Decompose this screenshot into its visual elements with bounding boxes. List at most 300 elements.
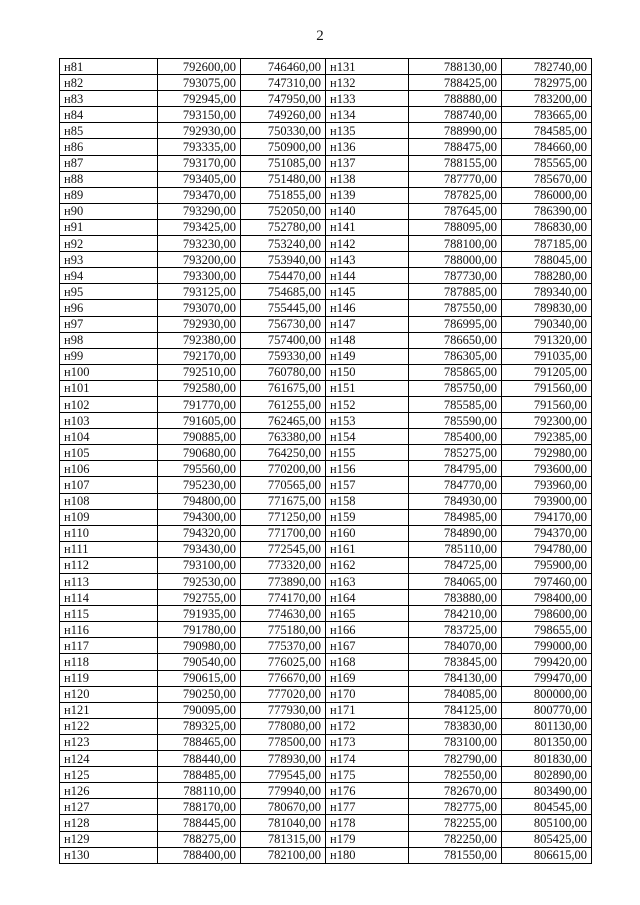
table-row [60,316,592,332]
y-coord-left: 772545,00 [241,541,326,557]
point-id-left: н125 [60,767,158,783]
x-coord-left: 793470,00 [158,187,241,203]
x-coord-left: 793200,00 [158,252,241,268]
table-row [60,91,592,107]
x-coord-left: 793405,00 [158,171,241,187]
point-id-right: н156 [326,461,409,477]
point-id-left: н127 [60,799,158,815]
coordinates-table [59,58,592,864]
point-id-left: н99 [60,348,158,364]
table-row [60,574,592,590]
point-id-left: н81 [60,59,158,75]
y-coord-right: 805100,00 [502,815,592,831]
point-id-right: н170 [326,686,409,702]
x-coord-left: 792170,00 [158,348,241,364]
table-row [60,734,592,750]
point-id-right: н166 [326,622,409,638]
point-id-left: н126 [60,783,158,799]
table-row [60,799,592,815]
point-id-right: н152 [326,396,409,412]
point-id-left: н117 [60,638,158,654]
y-coord-right: 788045,00 [502,252,592,268]
x-coord-left: 792930,00 [158,123,241,139]
x-coord-left: 793075,00 [158,75,241,91]
x-coord-right: 785585,00 [409,396,502,412]
table-row [60,557,592,573]
x-coord-left: 788445,00 [158,815,241,831]
y-coord-right: 802890,00 [502,767,592,783]
y-coord-right: 794170,00 [502,509,592,525]
y-coord-left: 777020,00 [241,686,326,702]
y-coord-right: 801350,00 [502,734,592,750]
y-coord-left: 770565,00 [241,477,326,493]
point-id-left: н101 [60,380,158,396]
table-row [60,364,592,380]
point-id-right: н148 [326,332,409,348]
y-coord-right: 795900,00 [502,557,592,573]
x-coord-right: 785865,00 [409,364,502,380]
table-row [60,767,592,783]
x-coord-left: 791780,00 [158,622,241,638]
point-id-right: н163 [326,574,409,590]
y-coord-right: 789340,00 [502,284,592,300]
table-row [60,107,592,123]
point-id-right: н175 [326,767,409,783]
x-coord-left: 790885,00 [158,429,241,445]
y-coord-left: 777930,00 [241,702,326,718]
point-id-left: н84 [60,107,158,123]
point-id-left: н118 [60,654,158,670]
y-coord-left: 751855,00 [241,187,326,203]
point-id-right: н171 [326,702,409,718]
table-row [60,380,592,396]
x-coord-left: 792380,00 [158,332,241,348]
point-id-left: н83 [60,91,158,107]
table-row [60,751,592,767]
y-coord-right: 792980,00 [502,445,592,461]
y-coord-left: 778500,00 [241,734,326,750]
table-row [60,638,592,654]
table-row [60,396,592,412]
y-coord-right: 799000,00 [502,638,592,654]
point-id-left: н121 [60,702,158,718]
y-coord-right: 785670,00 [502,171,592,187]
x-coord-right: 785400,00 [409,429,502,445]
y-coord-left: 754685,00 [241,284,326,300]
x-coord-left: 794300,00 [158,509,241,525]
x-coord-right: 788155,00 [409,155,502,171]
point-id-right: н174 [326,751,409,767]
point-id-left: н107 [60,477,158,493]
y-coord-left: 764250,00 [241,445,326,461]
point-id-right: н131 [326,59,409,75]
point-id-right: н160 [326,525,409,541]
y-coord-right: 803490,00 [502,783,592,799]
point-id-right: н147 [326,316,409,332]
table-row [60,590,592,606]
y-coord-left: 752050,00 [241,203,326,219]
x-coord-right: 787730,00 [409,268,502,284]
x-coord-right: 783725,00 [409,622,502,638]
x-coord-left: 792510,00 [158,364,241,380]
y-coord-right: 799420,00 [502,654,592,670]
point-id-left: н82 [60,75,158,91]
x-coord-left: 793070,00 [158,300,241,316]
x-coord-right: 782790,00 [409,751,502,767]
point-id-left: н94 [60,268,158,284]
x-coord-right: 783845,00 [409,654,502,670]
point-id-right: н167 [326,638,409,654]
table-row [60,75,592,91]
x-coord-right: 781550,00 [409,847,502,863]
page-number: 2 [316,28,324,44]
point-id-left: н92 [60,236,158,252]
y-coord-right: 800000,00 [502,686,592,702]
x-coord-left: 790250,00 [158,686,241,702]
point-id-left: н112 [60,557,158,573]
x-coord-left: 790095,00 [158,702,241,718]
point-id-left: н106 [60,461,158,477]
y-coord-right: 787185,00 [502,236,592,252]
y-coord-left: 773320,00 [241,557,326,573]
y-coord-right: 791560,00 [502,380,592,396]
x-coord-left: 788110,00 [158,783,241,799]
point-id-left: н120 [60,686,158,702]
table-row [60,847,592,863]
y-coord-left: 774170,00 [241,590,326,606]
point-id-right: н162 [326,557,409,573]
y-coord-right: 793900,00 [502,493,592,509]
point-id-right: н150 [326,364,409,380]
x-coord-left: 792580,00 [158,380,241,396]
point-id-right: н154 [326,429,409,445]
x-coord-right: 788880,00 [409,91,502,107]
table-row [60,203,592,219]
y-coord-left: 771675,00 [241,493,326,509]
table-row [60,445,592,461]
x-coord-left: 794320,00 [158,525,241,541]
table-row [60,139,592,155]
x-coord-left: 792600,00 [158,59,241,75]
y-coord-left: 751085,00 [241,155,326,171]
x-coord-left: 790680,00 [158,445,241,461]
x-coord-left: 788485,00 [158,767,241,783]
y-coord-left: 775370,00 [241,638,326,654]
x-coord-left: 788465,00 [158,734,241,750]
y-coord-left: 775180,00 [241,622,326,638]
y-coord-right: 785565,00 [502,155,592,171]
y-coord-left: 770200,00 [241,461,326,477]
y-coord-right: 790340,00 [502,316,592,332]
point-id-left: н124 [60,751,158,767]
y-coord-left: 747310,00 [241,75,326,91]
point-id-left: н89 [60,187,158,203]
x-coord-left: 792930,00 [158,316,241,332]
point-id-right: н178 [326,815,409,831]
table-row [60,219,592,235]
y-coord-right: 794780,00 [502,541,592,557]
y-coord-left: 773890,00 [241,574,326,590]
table-row [60,686,592,702]
y-coord-right: 782740,00 [502,59,592,75]
point-id-left: н95 [60,284,158,300]
x-coord-right: 788990,00 [409,123,502,139]
x-coord-left: 790615,00 [158,670,241,686]
table-row [60,348,592,364]
point-id-left: н97 [60,316,158,332]
point-id-right: н180 [326,847,409,863]
x-coord-right: 787885,00 [409,284,502,300]
point-id-left: н130 [60,847,158,863]
y-coord-left: 779545,00 [241,767,326,783]
point-id-right: н138 [326,171,409,187]
y-coord-left: 752780,00 [241,219,326,235]
x-coord-left: 788170,00 [158,799,241,815]
table-row [60,541,592,557]
x-coord-right: 786305,00 [409,348,502,364]
x-coord-right: 788095,00 [409,219,502,235]
point-id-left: н128 [60,815,158,831]
x-coord-right: 788740,00 [409,107,502,123]
y-coord-left: 751480,00 [241,171,326,187]
point-id-right: н159 [326,509,409,525]
x-coord-right: 782670,00 [409,783,502,799]
point-id-left: н114 [60,590,158,606]
y-coord-right: 784585,00 [502,123,592,139]
point-id-left: н100 [60,364,158,380]
point-id-right: н161 [326,541,409,557]
x-coord-right: 784725,00 [409,557,502,573]
y-coord-right: 788280,00 [502,268,592,284]
y-coord-left: 749260,00 [241,107,326,123]
table-row [60,783,592,799]
y-coord-left: 755445,00 [241,300,326,316]
point-id-right: н134 [326,107,409,123]
y-coord-left: 746460,00 [241,59,326,75]
x-coord-right: 784770,00 [409,477,502,493]
point-id-right: н151 [326,380,409,396]
table-row [60,236,592,252]
x-coord-right: 784125,00 [409,702,502,718]
y-coord-right: 786390,00 [502,203,592,219]
table-row [60,268,592,284]
y-coord-right: 783665,00 [502,107,592,123]
point-id-left: н111 [60,541,158,557]
point-id-left: н115 [60,606,158,622]
point-id-left: н85 [60,123,158,139]
point-id-left: н129 [60,831,158,847]
y-coord-right: 805425,00 [502,831,592,847]
x-coord-left: 792530,00 [158,574,241,590]
x-coord-left: 793230,00 [158,236,241,252]
x-coord-right: 786995,00 [409,316,502,332]
x-coord-left: 795230,00 [158,477,241,493]
point-id-right: н135 [326,123,409,139]
x-coord-right: 783880,00 [409,590,502,606]
point-id-left: н86 [60,139,158,155]
x-coord-right: 784210,00 [409,606,502,622]
y-coord-right: 794370,00 [502,525,592,541]
x-coord-right: 782250,00 [409,831,502,847]
point-id-left: н93 [60,252,158,268]
y-coord-right: 784660,00 [502,139,592,155]
x-coord-left: 793335,00 [158,139,241,155]
point-id-left: н102 [60,396,158,412]
coordinates-table-body [60,59,592,864]
point-id-right: н133 [326,91,409,107]
point-id-right: н169 [326,670,409,686]
y-coord-left: 750330,00 [241,123,326,139]
table-row [60,413,592,429]
point-id-right: н173 [326,734,409,750]
x-coord-right: 784795,00 [409,461,502,477]
y-coord-left: 781040,00 [241,815,326,831]
y-coord-left: 779940,00 [241,783,326,799]
x-coord-right: 787825,00 [409,187,502,203]
point-id-left: н122 [60,718,158,734]
x-coord-right: 784070,00 [409,638,502,654]
x-coord-right: 784130,00 [409,670,502,686]
y-coord-right: 793600,00 [502,461,592,477]
x-coord-right: 785750,00 [409,380,502,396]
x-coord-left: 794800,00 [158,493,241,509]
y-coord-left: 761255,00 [241,396,326,412]
y-coord-left: 776025,00 [241,654,326,670]
x-coord-right: 784890,00 [409,525,502,541]
y-coord-right: 786830,00 [502,219,592,235]
point-id-right: н158 [326,493,409,509]
y-coord-left: 778080,00 [241,718,326,734]
point-id-right: н165 [326,606,409,622]
y-coord-left: 761675,00 [241,380,326,396]
y-coord-right: 789830,00 [502,300,592,316]
point-id-right: н153 [326,413,409,429]
y-coord-right: 798600,00 [502,606,592,622]
y-coord-left: 762465,00 [241,413,326,429]
x-coord-left: 793290,00 [158,203,241,219]
table-row [60,187,592,203]
table-row [60,606,592,622]
y-coord-left: 750900,00 [241,139,326,155]
table-row [60,59,592,75]
y-coord-left: 776670,00 [241,670,326,686]
y-coord-left: 757400,00 [241,332,326,348]
point-id-right: н141 [326,219,409,235]
x-coord-right: 788475,00 [409,139,502,155]
x-coord-right: 787645,00 [409,203,502,219]
y-coord-right: 792385,00 [502,429,592,445]
point-id-right: н155 [326,445,409,461]
x-coord-right: 788000,00 [409,252,502,268]
x-coord-left: 793430,00 [158,541,241,557]
point-id-left: н108 [60,493,158,509]
table-row [60,493,592,509]
y-coord-right: 799470,00 [502,670,592,686]
x-coord-left: 790980,00 [158,638,241,654]
point-id-right: н146 [326,300,409,316]
table-row [60,123,592,139]
x-coord-right: 782255,00 [409,815,502,831]
y-coord-right: 791320,00 [502,332,592,348]
point-id-left: н87 [60,155,158,171]
x-coord-right: 786650,00 [409,332,502,348]
x-coord-left: 793300,00 [158,268,241,284]
x-coord-right: 783830,00 [409,718,502,734]
table-row [60,622,592,638]
x-coord-right: 783100,00 [409,734,502,750]
x-coord-left: 790540,00 [158,654,241,670]
y-coord-right: 801130,00 [502,718,592,734]
x-coord-right: 784930,00 [409,493,502,509]
y-coord-left: 763380,00 [241,429,326,445]
y-coord-right: 798400,00 [502,590,592,606]
table-row [60,815,592,831]
point-id-right: н149 [326,348,409,364]
y-coord-right: 798655,00 [502,622,592,638]
point-id-left: н103 [60,413,158,429]
point-id-left: н90 [60,203,158,219]
table-row [60,461,592,477]
table-row [60,702,592,718]
point-id-left: н113 [60,574,158,590]
table-row [60,670,592,686]
table-row [60,284,592,300]
y-coord-right: 782975,00 [502,75,592,91]
point-id-right: н164 [326,590,409,606]
y-coord-left: 753240,00 [241,236,326,252]
x-coord-right: 788130,00 [409,59,502,75]
x-coord-right: 787550,00 [409,300,502,316]
table-row [60,252,592,268]
y-coord-left: 760780,00 [241,364,326,380]
point-id-right: н143 [326,252,409,268]
x-coord-right: 782550,00 [409,767,502,783]
point-id-right: н140 [326,203,409,219]
point-id-left: н91 [60,219,158,235]
x-coord-left: 788440,00 [158,751,241,767]
x-coord-left: 788275,00 [158,831,241,847]
table-row [60,429,592,445]
point-id-left: н109 [60,509,158,525]
y-coord-left: 774630,00 [241,606,326,622]
x-coord-left: 791605,00 [158,413,241,429]
y-coord-left: 781315,00 [241,831,326,847]
table-row [60,831,592,847]
y-coord-left: 778930,00 [241,751,326,767]
x-coord-left: 789325,00 [158,718,241,734]
point-id-left: н105 [60,445,158,461]
x-coord-right: 785110,00 [409,541,502,557]
y-coord-right: 791205,00 [502,364,592,380]
point-id-left: н88 [60,171,158,187]
point-id-left: н123 [60,734,158,750]
point-id-right: н176 [326,783,409,799]
point-id-left: н110 [60,525,158,541]
x-coord-right: 782775,00 [409,799,502,815]
x-coord-right: 785275,00 [409,445,502,461]
x-coord-left: 793150,00 [158,107,241,123]
point-id-right: н136 [326,139,409,155]
y-coord-left: 756730,00 [241,316,326,332]
point-id-left: н104 [60,429,158,445]
point-id-left: н96 [60,300,158,316]
y-coord-left: 782100,00 [241,847,326,863]
y-coord-right: 800770,00 [502,702,592,718]
x-coord-right: 784085,00 [409,686,502,702]
y-coord-right: 792300,00 [502,413,592,429]
x-coord-left: 795560,00 [158,461,241,477]
point-id-right: н144 [326,268,409,284]
